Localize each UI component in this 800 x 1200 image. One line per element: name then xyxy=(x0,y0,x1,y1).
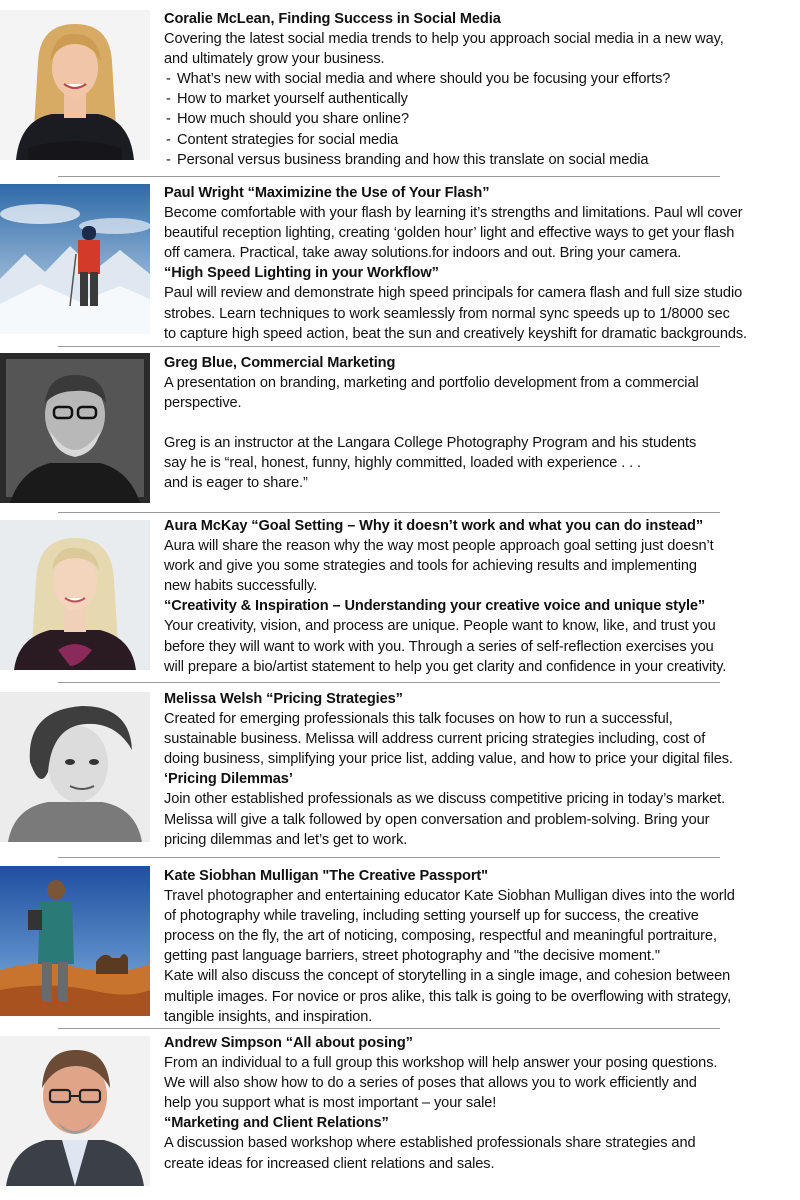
description-line: getting past language barriers, street photography and "the decisive moment." xyxy=(164,948,660,965)
session-text xyxy=(164,353,794,494)
description-line: tangible insights, and inspiration. xyxy=(164,1008,373,1025)
description-line: A discussion based workshop where established professionals share strategies and xyxy=(164,1135,696,1152)
speaker-photo-melissa-welsh xyxy=(0,692,150,842)
bullet-item: - Content strategies for social media xyxy=(166,131,399,148)
description-line: say he is “real, honest, funny, highly committed, loaded with experience . . . xyxy=(164,455,642,472)
session-title: Aura McKay “Goal Setting – Why it doesn’t work and what you can do instead” xyxy=(164,518,704,534)
description-line: work and give you some strategies and tools for achieving results and implementing xyxy=(164,558,697,575)
bullet-item: - How much should you share online? xyxy=(166,111,409,128)
description-line: Aura will share the reason why the way most people approach goal setting just doesn’t xyxy=(164,538,714,555)
description-line: to capture high speed action, beat the sun and creatively keyshift for dramatic backgrounds. xyxy=(164,325,748,342)
session-title: Andrew Simpson “All about posing” xyxy=(164,1035,413,1051)
session-text xyxy=(164,516,794,677)
description-line: Your creativity, vision, and process are unique. People want to know, like, and trust you xyxy=(164,618,716,635)
description-line: multiple images. For novice or pros alike, this talk is going to be overflowing with strategy, xyxy=(164,988,732,1005)
session-subtitle: “Creativity & Inspiration – Understanding your creative voice and unique style” xyxy=(164,598,706,615)
description-line: help you support what is most important – your sale! xyxy=(164,1095,497,1112)
bullet-item: - Personal versus business branding and how this translate on social media xyxy=(166,151,649,168)
session-text xyxy=(164,9,794,170)
description-line: off camera. Practical, take away solutions.for indoors and out. Bring your camera. xyxy=(164,245,682,262)
description-line: Join other established professionals as we discuss competitive pricing in today’s market. xyxy=(164,791,726,808)
description-line: Created for emerging professionals this talk focuses on how to run a successful, xyxy=(164,711,673,728)
session-title: Greg Blue, Commercial Marketing xyxy=(164,355,396,371)
description-line: A presentation on branding, marketing and portfolio development from a commercial xyxy=(164,375,699,392)
speaker-photo-kate-siobhan-mulligan xyxy=(0,866,150,1016)
section-divider xyxy=(58,176,720,177)
session-title: Melissa Welsh “Pricing Strategies” xyxy=(164,691,403,707)
description-line: Melissa will give a talk followed by open conversation and problem-solving. Bring your xyxy=(164,811,710,828)
section-divider xyxy=(58,1028,720,1029)
description-line: From an individual to a full group this workshop will help answer your posing questions. xyxy=(164,1055,718,1072)
speaker-photo-aura-mckay xyxy=(0,520,150,670)
description-line: Kate will also discuss the concept of storytelling in a single image, and cohesion between xyxy=(164,968,731,985)
description-line: Paul will review and demonstrate high speed principals for camera flash and full size studio xyxy=(164,285,743,302)
section-divider xyxy=(58,857,720,858)
session-subtitle: “High Speed Lighting in your Workflow” xyxy=(164,265,439,282)
description-line: Become comfortable with your flash by learning it’s strengths and limitations. Paul wll cover xyxy=(164,205,743,222)
description-line: Travel photographer and entertaining educator Kate Siobhan Mulligan dives into the world xyxy=(164,888,735,905)
session-title: Coralie McLean, Finding Success in Social Media xyxy=(164,11,501,27)
description-line: Covering the latest social media trends to help you approach social media in a new way, xyxy=(164,31,724,48)
session-title: Kate Siobhan Mulligan "The Creative Passport" xyxy=(164,868,488,884)
description-line: doing business, simplifying your price list, adding value, and how to price your digital files. xyxy=(164,751,733,768)
section-divider xyxy=(58,512,720,513)
session-title: Paul Wright “Maximizine the Use of Your Flash” xyxy=(164,185,490,201)
bullet-item: - What’s new with social media and where should you be focusing your efforts? xyxy=(166,71,671,88)
description-line: sustainable business. Melissa will address current pricing strategies including, cost of xyxy=(164,731,706,748)
description-line: perspective. xyxy=(164,395,242,412)
description-line: and ultimately grow your business. xyxy=(164,51,385,68)
session-text xyxy=(164,183,794,344)
bullet-item: - How to market yourself authentically xyxy=(166,91,408,108)
description-line: before they will want to work with you. Through a series of self-reflection exercises you xyxy=(164,638,714,655)
description-line: strobes. Learn techniques to work seamlessly from normal sync speeds up to 1/8000 sec xyxy=(164,305,730,322)
spacer xyxy=(164,413,794,433)
session-text xyxy=(164,689,794,850)
description-line: We will also show how to do a series of poses that allows you to work efficiently and xyxy=(164,1075,697,1092)
speaker-photo-paul-wright xyxy=(0,184,150,334)
session-text xyxy=(164,1033,794,1174)
section-divider xyxy=(58,682,720,683)
description-line: of photography while traveling, including setting yourself up for success, the creative xyxy=(164,908,699,925)
description-line: pricing dilemmas and let’s get to work. xyxy=(164,831,408,848)
description-line: beautiful reception lighting, creating ‘golden hour’ light and effective ways to get your flash xyxy=(164,225,735,242)
description-line: and is eager to share.” xyxy=(164,475,308,492)
speaker-photo-andrew-simpson xyxy=(0,1036,150,1186)
section-divider xyxy=(58,346,720,347)
session-text xyxy=(164,866,794,1027)
description-line: create ideas for increased client relations and sales. xyxy=(164,1155,495,1172)
session-subtitle: ‘Pricing Dilemmas’ xyxy=(164,771,293,788)
description-line: new habits successfully. xyxy=(164,578,318,595)
session-subtitle: “Marketing and Client Relations” xyxy=(164,1115,389,1132)
description-line: Greg is an instructor at the Langara College Photography Program and his students xyxy=(164,435,697,452)
speaker-photo-greg-blue xyxy=(0,353,150,503)
description-line: will prepare a bio/artist statement to help you get clarity and confidence in your creativity. xyxy=(164,658,727,675)
speaker-photo-coralie-mclean xyxy=(0,10,150,160)
description-line: process on the fly, the art of noticing, composing, respectful and meaningful portraiture, xyxy=(164,928,717,945)
